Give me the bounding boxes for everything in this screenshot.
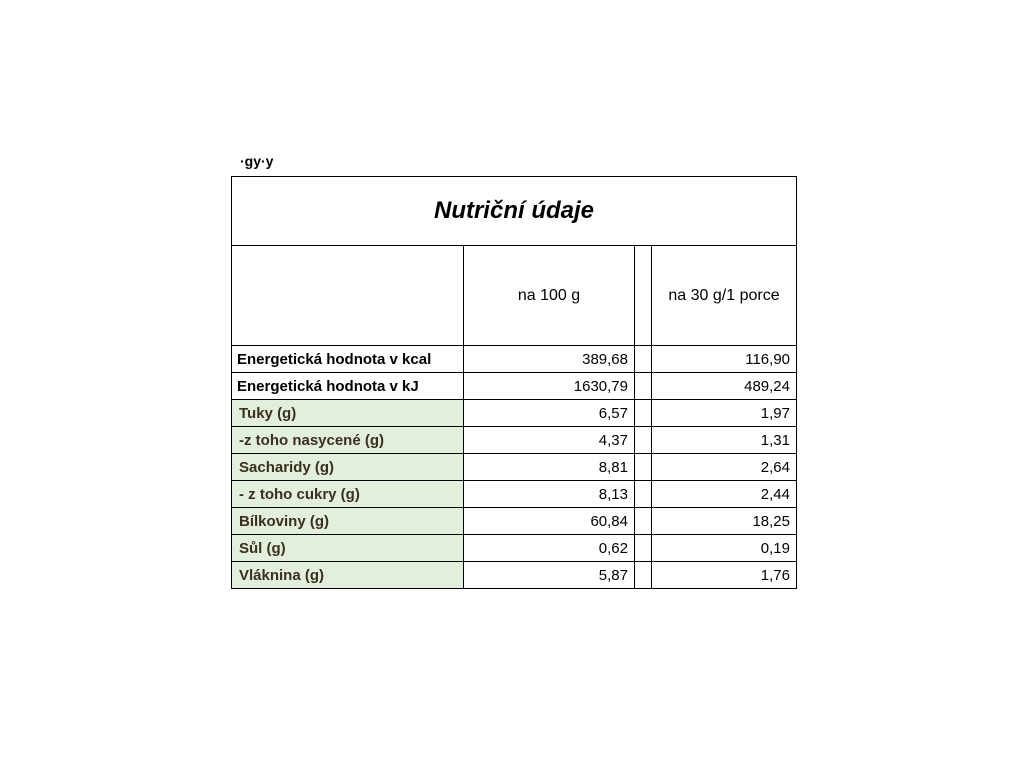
value-per-100g: 8,81	[464, 454, 635, 481]
value-per-100g: 8,13	[464, 481, 635, 508]
table-row	[232, 373, 797, 400]
header-per-portion: na 30 g/1 porce	[652, 246, 797, 346]
value-per-portion: 1,31	[652, 427, 797, 454]
gap-cell	[635, 454, 652, 481]
header-gap-cell	[635, 246, 652, 346]
nutrient-label: Bílkoviny (g)	[232, 508, 464, 535]
nutrient-label: - z toho cukry (g)	[232, 481, 464, 508]
table-row	[232, 535, 797, 562]
value-per-portion: 489,24	[652, 373, 797, 400]
table-row	[232, 454, 797, 481]
value-per-100g: 1630,79	[464, 373, 635, 400]
value-per-100g: 4,37	[464, 427, 635, 454]
value-per-100g: 60,84	[464, 508, 635, 535]
gap-cell	[635, 508, 652, 535]
nutrient-label: Tuky (g)	[232, 400, 464, 427]
value-per-100g: 389,68	[464, 346, 635, 373]
value-per-portion: 0,19	[652, 535, 797, 562]
table-row	[232, 562, 797, 589]
value-per-portion: 18,25	[652, 508, 797, 535]
header-per-100g: na 100 g	[464, 246, 635, 346]
nutrient-label: Energetická hodnota v kcal	[232, 346, 464, 373]
value-per-portion: 2,44	[652, 481, 797, 508]
clipped-text-fragment: ·gy·y	[240, 157, 274, 169]
nutrient-label: Sacharidy (g)	[232, 454, 464, 481]
table-row	[232, 427, 797, 454]
nutrient-label: Energetická hodnota v kJ	[232, 373, 464, 400]
value-per-100g: 0,62	[464, 535, 635, 562]
nutrient-label: Sůl (g)	[232, 535, 464, 562]
value-per-portion: 2,64	[652, 454, 797, 481]
table-row	[232, 346, 797, 373]
table-row	[232, 508, 797, 535]
gap-cell	[635, 373, 652, 400]
table-row	[232, 481, 797, 508]
table-title: Nutriční údaje	[433, 197, 595, 224]
value-per-portion: 1,97	[652, 400, 797, 427]
gap-cell	[635, 346, 652, 373]
gap-cell	[635, 562, 652, 589]
value-per-100g: 5,87	[464, 562, 635, 589]
value-per-portion: 116,90	[652, 346, 797, 373]
value-per-portion: 1,76	[652, 562, 797, 589]
nutrient-label: -z toho nasycené (g)	[232, 427, 464, 454]
table-row	[232, 400, 797, 427]
gap-cell	[635, 481, 652, 508]
nutrition-table	[231, 176, 797, 589]
gap-cell	[635, 535, 652, 562]
nutrient-label: Vláknina (g)	[232, 562, 464, 589]
gap-cell	[635, 427, 652, 454]
table-title-cell	[232, 177, 797, 246]
value-per-100g: 6,57	[464, 400, 635, 427]
header-empty-cell	[232, 246, 464, 346]
gap-cell	[635, 400, 652, 427]
